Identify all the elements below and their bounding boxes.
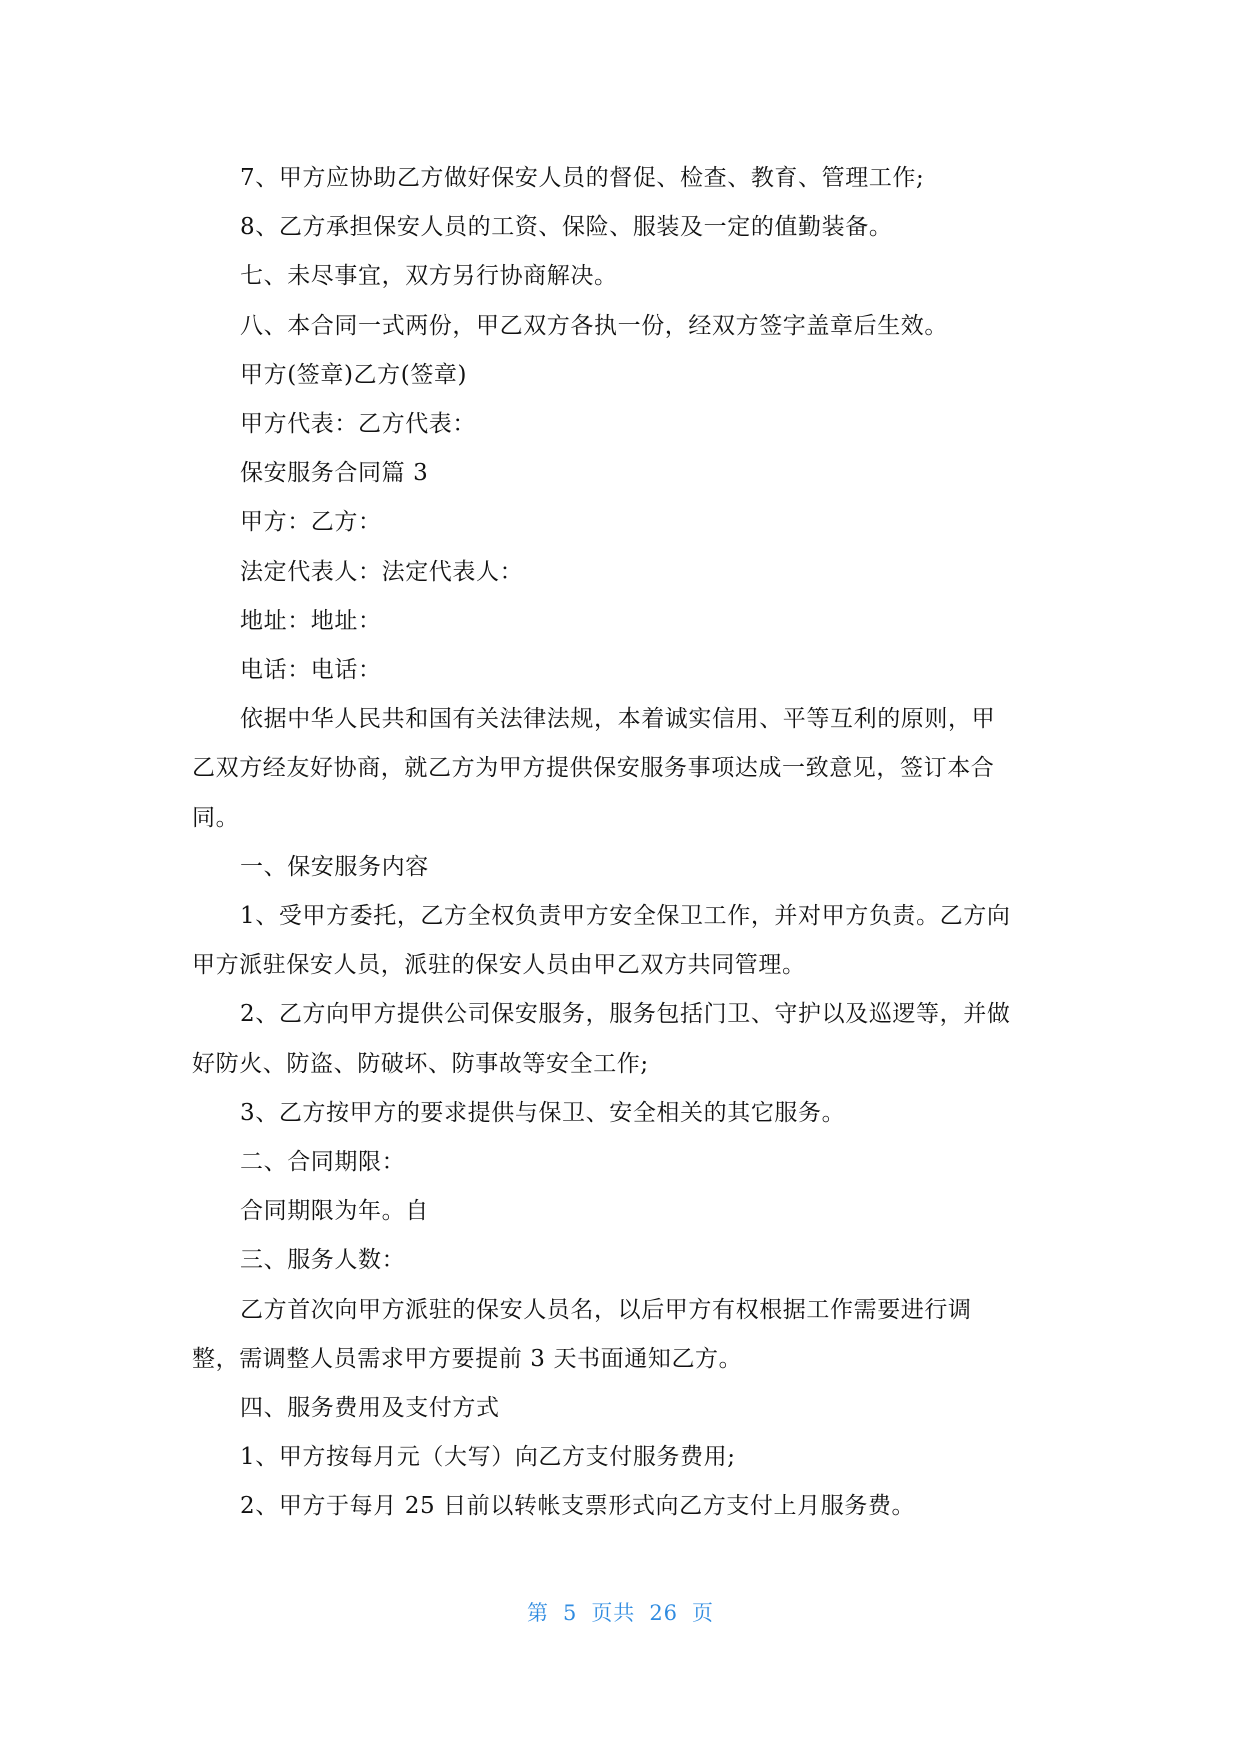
staffing-line-1: 乙方首次向甲方派驻的保安人员名，以后甲方有权根据工作需要进行调	[240, 1296, 972, 1323]
service-item-2	[192, 990, 1062, 1088]
section-4-title: 四、服务费用及支付方式	[240, 1395, 500, 1422]
signature-line: 甲方(签章)乙方(签章)	[240, 361, 468, 388]
staffing-paragraph	[192, 1286, 1062, 1384]
footer-middle: 页共	[591, 1601, 636, 1625]
clause-8: 8、乙方承担保安人员的工资、保险、服装及一定的值勤装备。	[240, 214, 893, 241]
footer-total-pages: 26	[649, 1601, 679, 1625]
service-item-1-line-1: 1、受甲方委托，乙方全权负责甲方安全保卫工作，并对甲方负责。乙方向	[240, 903, 1011, 930]
page-footer	[0, 1597, 1241, 1627]
service-item-2-line-2: 好防火、防盗、防破坏、防事故等安全工作;	[192, 1050, 649, 1077]
intro-line-1: 依据中华人民共和国有关法律法规，本着诚实信用、平等互利的原则，甲	[240, 706, 996, 733]
service-item-1	[192, 892, 1062, 990]
fee-item-2: 2、甲方于每月 25 日前以转帐支票形式向乙方支付上月服务费。	[240, 1493, 916, 1520]
section-3-title: 三、服务人数：	[240, 1247, 406, 1274]
legal-rep-line: 法定代表人：法定代表人：	[240, 558, 524, 585]
contract-heading: 保安服务合同篇 3	[240, 460, 429, 487]
footer-suffix: 页	[692, 1601, 715, 1625]
intro-line-2: 乙双方经友好协商，就乙方为甲方提供保安服务事项达成一致意见，签订本合	[192, 755, 995, 782]
footer-page-number: 5	[562, 1601, 578, 1625]
service-item-1-line-2: 甲方派驻保安人员，派驻的保安人员由甲乙双方共同管理。	[192, 952, 806, 979]
service-item-3: 3、乙方按甲方的要求提供与保卫、安全相关的其它服务。	[240, 1099, 846, 1126]
party-line: 甲方：乙方：	[240, 509, 382, 536]
address-line: 地址：地址：	[240, 607, 382, 634]
footer-prefix: 第	[526, 1601, 549, 1625]
representative-line: 甲方代表：乙方代表：	[240, 411, 476, 438]
intro-line-3: 同。	[192, 804, 240, 831]
section-2-text: 合同期限为年。自	[240, 1198, 429, 1225]
fee-item-1: 1、甲方按每月元（大写）向乙方支付服务费用;	[240, 1444, 736, 1471]
article-7: 七、未尽事宜，双方另行协商解决。	[240, 263, 618, 290]
intro-paragraph	[192, 695, 1062, 843]
document-body	[192, 154, 1062, 1532]
service-item-2-line-1: 2、乙方向甲方提供公司保安服务，服务包括门卫、守护以及巡逻等，并做	[240, 1001, 1011, 1028]
staffing-line-2: 整，需调整人员需求甲方要提前 3 天书面通知乙方。	[192, 1345, 743, 1372]
article-8: 八、本合同一式两份，甲乙双方各执一份，经双方签字盖章后生效。	[240, 312, 948, 339]
clause-7: 7、甲方应协助乙方做好保安人员的督促、检查、教育、管理工作;	[240, 165, 925, 191]
section-1-title: 一、保安服务内容	[240, 853, 429, 880]
phone-line: 电话：电话：	[240, 657, 382, 684]
section-2-title: 二、合同期限：	[240, 1149, 406, 1176]
